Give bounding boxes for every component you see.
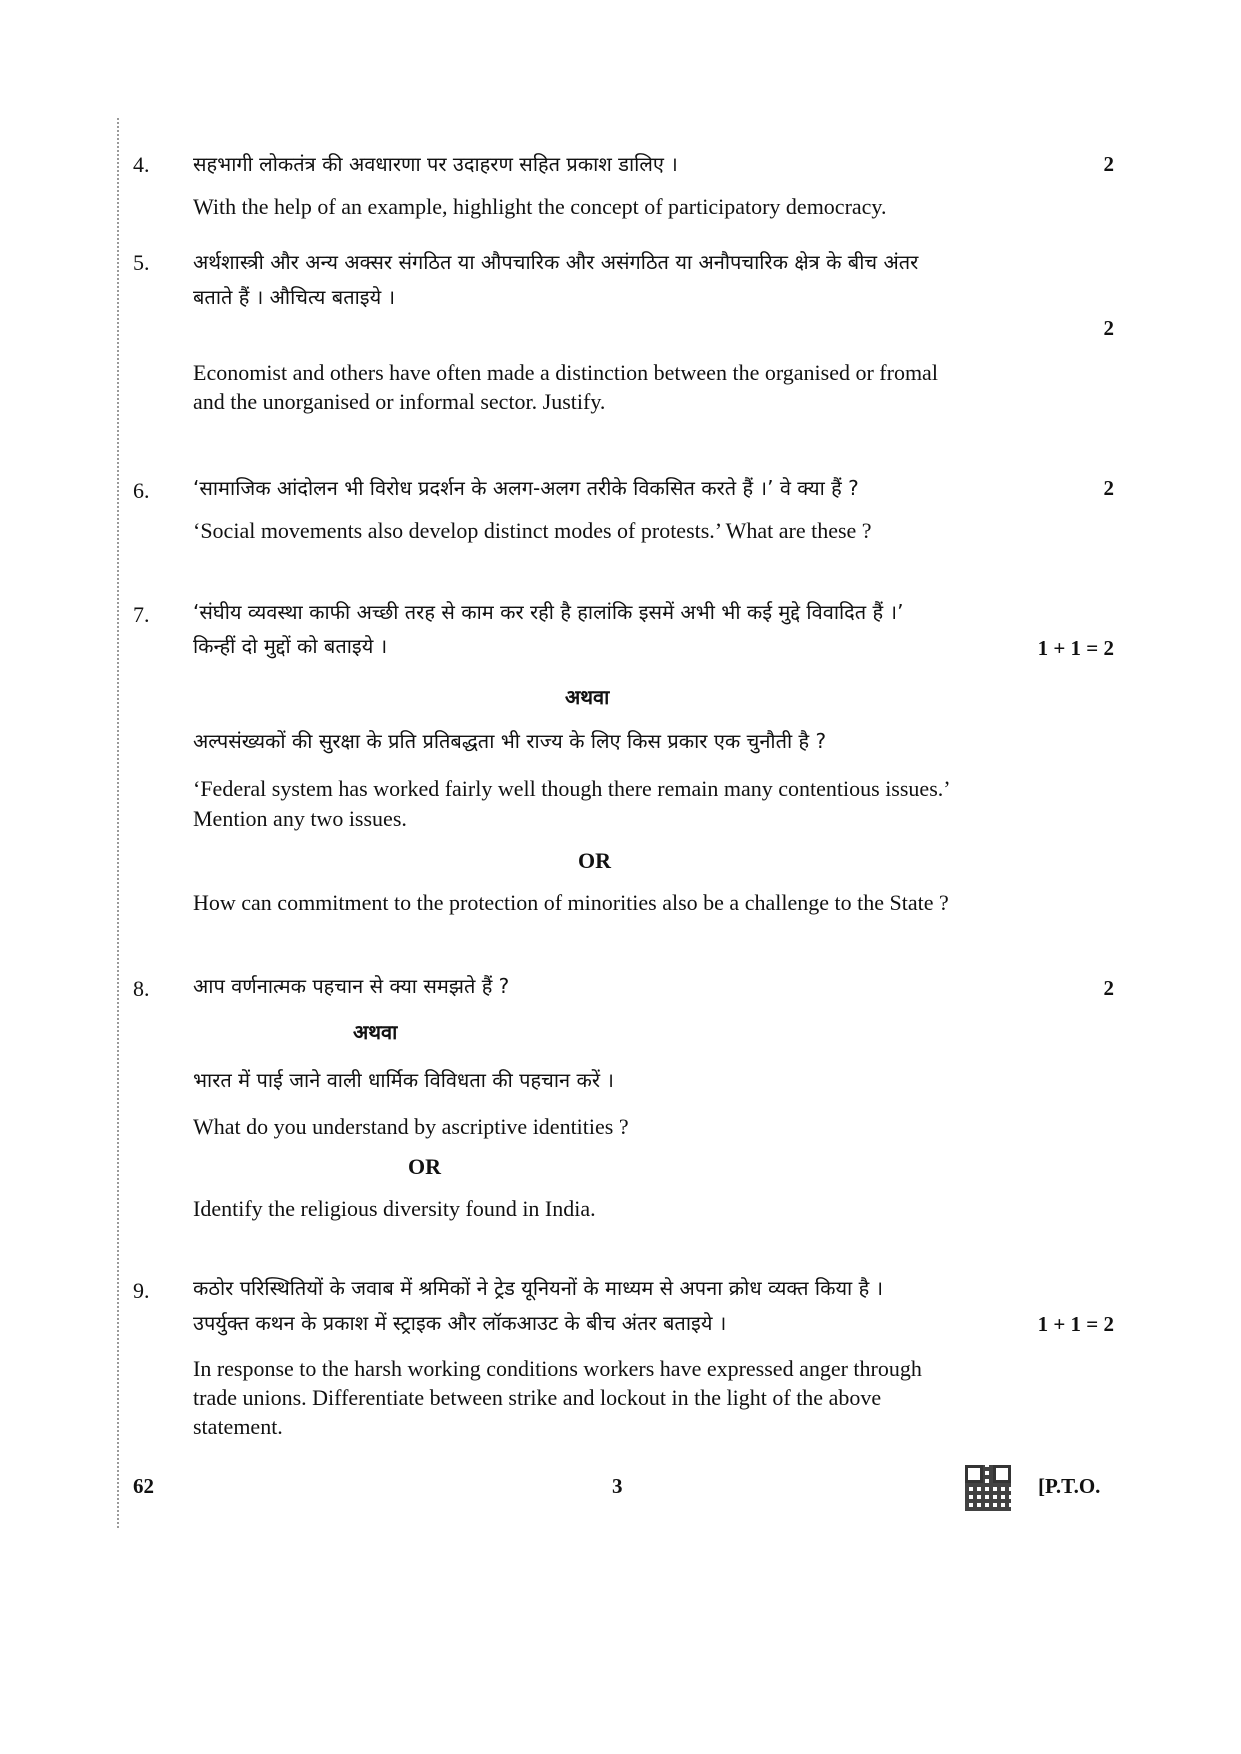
question-number: 5. — [133, 250, 150, 275]
question-english-line: statement. — [193, 1414, 283, 1439]
question-hindi-line: आप वर्णनात्मक पहचान से क्या समझते हैं ? — [193, 974, 510, 998]
question-english-line: Mention any two issues. — [193, 806, 407, 831]
question-hindi-line: उपर्युक्त कथन के प्रकाश में स्ट्राइक और लॉकआउट के बीच अंतर बताइये । — [193, 1311, 727, 1335]
question-hindi-line: सहभागी लोकतंत्र की अवधारणा पर उदाहरण सहित प्रकाश डालिए । — [193, 152, 678, 176]
question-number: 8. — [133, 976, 150, 1001]
or-label-english: OR — [578, 848, 611, 873]
question-number: 9. — [133, 1278, 150, 1303]
question-english-line: trade unions. Differentiate between strike and lockout in the light of the above — [193, 1385, 882, 1410]
question-english-line: ‘Social movements also develop distinct modes of protests.’ What are these ? — [193, 518, 872, 543]
paper-code: 62 — [133, 1474, 154, 1498]
or-label-hindi: अथवा — [565, 685, 610, 709]
question-marks: 2 — [1103, 316, 1114, 340]
question-hindi-line: ‘संघीय व्यवस्था काफी अच्छी तरह से काम कर रही है हालांकि इसमें अभी भी कई मुद्दे विवादित हैं ।’ — [193, 600, 904, 624]
pto-label: [P.T.O. — [1038, 1474, 1101, 1498]
question-english-line: In response to the harsh working conditions workers have expressed anger through — [193, 1356, 922, 1381]
question-number: 7. — [133, 602, 150, 627]
question-english-alternative: Identify the religious diversity found in India. — [193, 1196, 596, 1221]
question-english-line: What do you understand by ascriptive identities ? — [193, 1114, 629, 1139]
qr-code-icon — [965, 1465, 1011, 1511]
question-marks: 1 + 1 = 2 — [1037, 636, 1114, 660]
or-label-hindi: अथवा — [353, 1020, 398, 1044]
question-number: 6. — [133, 478, 150, 503]
question-marks: 2 — [1103, 976, 1114, 1000]
question-english-alternative: How can commitment to the protection of minorities also be a challenge to the State ? — [193, 890, 949, 915]
question-english-line: With the help of an example, highlight the concept of participatory democracy. — [193, 194, 887, 219]
question-english-line: Economist and others have often made a distinction between the organised or fromal — [193, 360, 938, 385]
question-hindi-line: कठोर परिस्थितियों के जवाब में श्रमिकों ने ट्रेड यूनियनों के माध्यम से अपना क्रोध व्यक्त किया है । — [193, 1276, 884, 1300]
or-label-english: OR — [408, 1154, 441, 1179]
question-english-line: and the unorganised or informal sector. Justify. — [193, 389, 606, 414]
question-hindi-line: ‘सामाजिक आंदोलन भी विरोध प्रदर्शन के अलग-अलग तरीके विकसित करते हैं ।’ वे क्या हैं ? — [193, 476, 859, 500]
question-hindi-line: किन्हीं दो मुद्दों को बताइये । — [193, 634, 388, 658]
question-marks: 2 — [1103, 476, 1114, 500]
question-hindi-alternative: भारत में पाई जाने वाली धार्मिक विविधता की पहचान करें । — [193, 1068, 614, 1092]
question-hindi-alternative: अल्पसंख्यकों की सुरक्षा के प्रति प्रतिबद्धता भी राज्य के लिए किस प्रकार एक चुनौती है ? — [193, 729, 827, 753]
margin-dotted-line — [117, 118, 119, 1528]
page-number: 3 — [612, 1474, 623, 1498]
question-hindi-line: अर्थशास्त्री और अन्य अक्सर संगठित या औपचारिक और असंगठित या अनौपचारिक क्षेत्र के बीच अंतर — [193, 250, 919, 274]
question-number: 4. — [133, 152, 150, 177]
question-marks: 1 + 1 = 2 — [1037, 1312, 1114, 1336]
question-english-line: ‘Federal system has worked fairly well though there remain many contentious issues.’ — [193, 776, 951, 801]
question-marks: 2 — [1103, 152, 1114, 176]
question-hindi-line: बताते हैं । औचित्य बताइये । — [193, 285, 396, 309]
